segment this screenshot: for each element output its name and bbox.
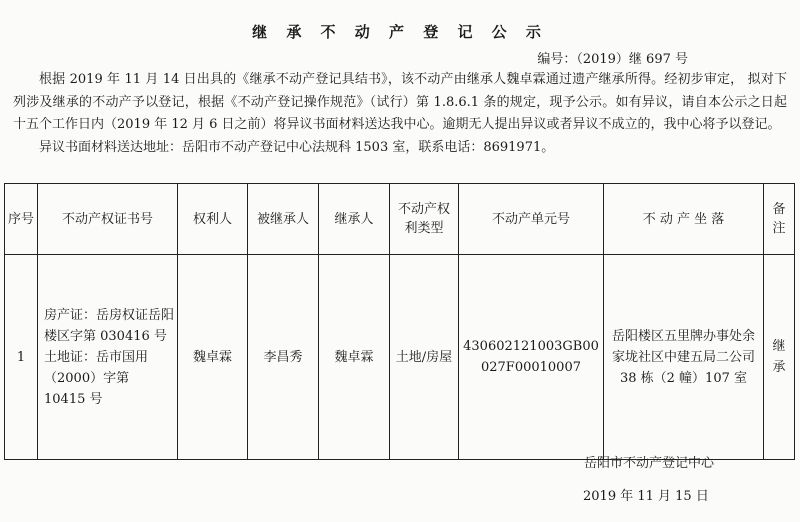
document-number: 编号：（2019）继 697 号 bbox=[537, 52, 688, 67]
notice-body bbox=[13, 69, 787, 159]
header-seq: 序号 bbox=[5, 184, 38, 255]
cell-heir: 魏卓霖 bbox=[319, 255, 390, 460]
notice-paragraph-1: 根据 2019 年 11 月 14 日出具的《继承不动产登记具结书》，该不动产由继承人魏卓霖通过遗产继承所得。经初步审定， 拟对下列涉及继承的不动产予以登记，根据《不动产登记操作规范》（试行）第 1.8.6.1 条的规定，现予公示。如有异议，请自本公示之日起十五个工作日内（2019 年 12 月 6 日之前）将异议书面材料送达我中心。逾期无人提出异议或者异议不成立的，我中心将予以登记。 bbox=[13, 72, 787, 132]
header-remark: 备注 bbox=[764, 184, 795, 255]
cert-land: 土地证：岳市国用（2000）字第 10415 号 bbox=[44, 349, 149, 407]
header-decedent: 被继承人 bbox=[248, 184, 319, 255]
header-heir: 继承人 bbox=[319, 184, 390, 255]
notice-table bbox=[4, 183, 795, 460]
header-unit-no: 不动产单元号 bbox=[459, 184, 604, 255]
header-cert: 不动产权证书号 bbox=[38, 184, 178, 255]
cell-unit-no: 430602121003GB00027F00010007 bbox=[459, 255, 604, 460]
header-right-type: 不动产权利类型 bbox=[390, 184, 459, 255]
cell-location: 岳阳楼区五里牌办事处余家垅社区中建五局二公司 38 栋（2 幢）107 室 bbox=[604, 255, 764, 460]
cell-right-type: 土地/房屋 bbox=[390, 255, 459, 460]
issue-date: 2019 年 11 月 15 日 bbox=[583, 489, 709, 504]
notice-paragraph-2: 异议书面材料送达地址：岳阳市不动产登记中心法规科 1503 室，联系电话：8691971。 bbox=[39, 139, 555, 155]
cell-decedent: 李昌秀 bbox=[248, 255, 319, 460]
cell-owner: 魏卓霖 bbox=[178, 255, 248, 460]
cell-remark: 继承 bbox=[764, 255, 795, 460]
cell-seq: 1 bbox=[5, 255, 38, 460]
header-owner: 权利人 bbox=[178, 184, 248, 255]
page-title: 继 承 不 动 产 登 记 公 示 bbox=[252, 23, 548, 41]
header-location: 不 动 产 坐 落 bbox=[604, 184, 764, 255]
cell-cert bbox=[38, 255, 178, 460]
table-row bbox=[5, 255, 795, 460]
issuing-org: 岳阳市不动产登记中心 bbox=[584, 456, 715, 471]
cert-property: 房产证：岳房权证岳阳楼区字第 030416 号 bbox=[44, 307, 175, 344]
table-header-row bbox=[5, 184, 795, 255]
